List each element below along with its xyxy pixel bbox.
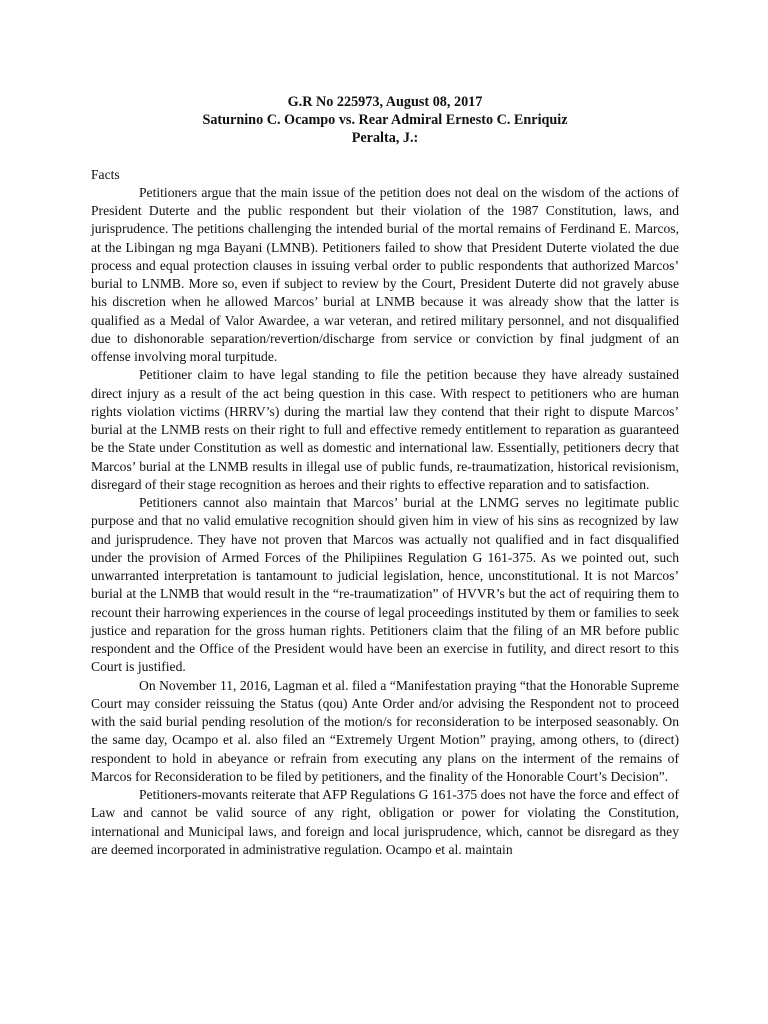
paragraph-4: On November 11, 2016, Lagman et al. filed a “Manifestation praying “that the Honorable Supreme Court may consider reissuing the Status (qou) Ante Order and/or advising the Respondent not to proceed with the said burial pending resolution of the motion/s for reconsideration to be interposed seasonably. On the same day, Ocampo et al. also filed an “Extremely Urgent Motion” praying, among others, to (direct) respondent to hold in abeyance or refrain from executing any plans on the interment of the remains of Marcos for Reconsideration to be filed by petitioners, and the finality of the Honorable Court’s Decision”. bbox=[91, 677, 679, 784]
paragraph-5: Petitioners-movants reiterate that AFP Regulations G 161-375 does not have the force and effect of Law and cannot be valid source of any right, obligation or power for violating the Constitution, international and Municipal laws, and foreign and local jurisprudence, which, cannot be disregard as they are deemed incorporated in administrative regulation. Ocampo et al. maintain bbox=[91, 787, 679, 857]
paragraph-1: Petitioners argue that the main issue of the petition does not deal on the wisdom of the actions of President Duterte and the public respondent but their violation of the 1987 Constitution, laws, and jurisprudence. The petitions challenging the intended burial of the mortal remains of Ferdinand E. Marcos, at the Libingan ng mga Bayani (LMNB). Petitioners failed to show that President Duterte violated the due process and equal protection clauses in issuing verbal order to public respondents that authorized Marcos’ burial to LNMB. More so, even if subject to review by the Court, President Duterte did not gravely abuse his discretion when he allowed Marcos’ burial at LNMB because it was already show that the latter is qualified as a Medal of Valor Awardee, a war veteran, and retired military personnel, and not disqualified due to dishonorable separation/revertion/discharge from service or conviction by final judgment of an offense involving moral turpitude. bbox=[91, 184, 679, 365]
section-title-facts: Facts bbox=[91, 166, 120, 182]
case-parties-heading: Saturnino C. Ocampo vs. Rear Admiral Ernesto C. Enriquiz bbox=[202, 112, 568, 129]
paragraph-2: Petitioner claim to have legal standing to file the petition because they have already sustained direct injury as a result of the act being question in this case. With respect to petitioners who are human rights violation victims (HRRV’s) during the martial law they contend that their right to dispute Marcos’ burial at the LNMB rests on their right to full and effective remedy entitlement to reparation as guaranteed be the State under Constitution as well as domestic and international law. Essentially, petitioners decry that Marcos’ burial at the LNMB results in illegal use of public funds, re-traumatization, historical revisionism, disregard of their stage recognition as heroes and their rights to effective reparation and to satisfaction. bbox=[91, 367, 679, 492]
facts-body bbox=[91, 184, 679, 859]
document-header bbox=[91, 93, 679, 148]
document-page bbox=[91, 93, 679, 859]
case-number-heading: G.R No 225973, August 08, 2017 bbox=[287, 94, 483, 110]
paragraph-3: Petitioners cannot also maintain that Marcos’ burial at the LNMG serves no legitimate public purpose and that no valid emulative recognition should given him in view of his sins as recognized by law and jurisprudence. They have not proven that Marcos was actually not qualified and in fact disqualified under the provision of Armed Forces of the Philipiines Regulation G 161-375. As we pointed out, such unwarranted interpretation is tantamount to judicial legislation, hence, unconstitutional. It is not Marcos’ burial at the LNMB that would result in the “re-traumatization” of HVVR’s but the act of requiring them to recount their harrowing experiences in the course of legal proceedings instituted by them or families to seek justice and reparation for the gross human rights. Petitioners claim that the filing of an MR before public respondent and the Office of the President would have been an exercise in futility, and direct resort to this Court is justified. bbox=[91, 495, 679, 675]
ponente-heading: Peralta, J.: bbox=[351, 130, 419, 147]
